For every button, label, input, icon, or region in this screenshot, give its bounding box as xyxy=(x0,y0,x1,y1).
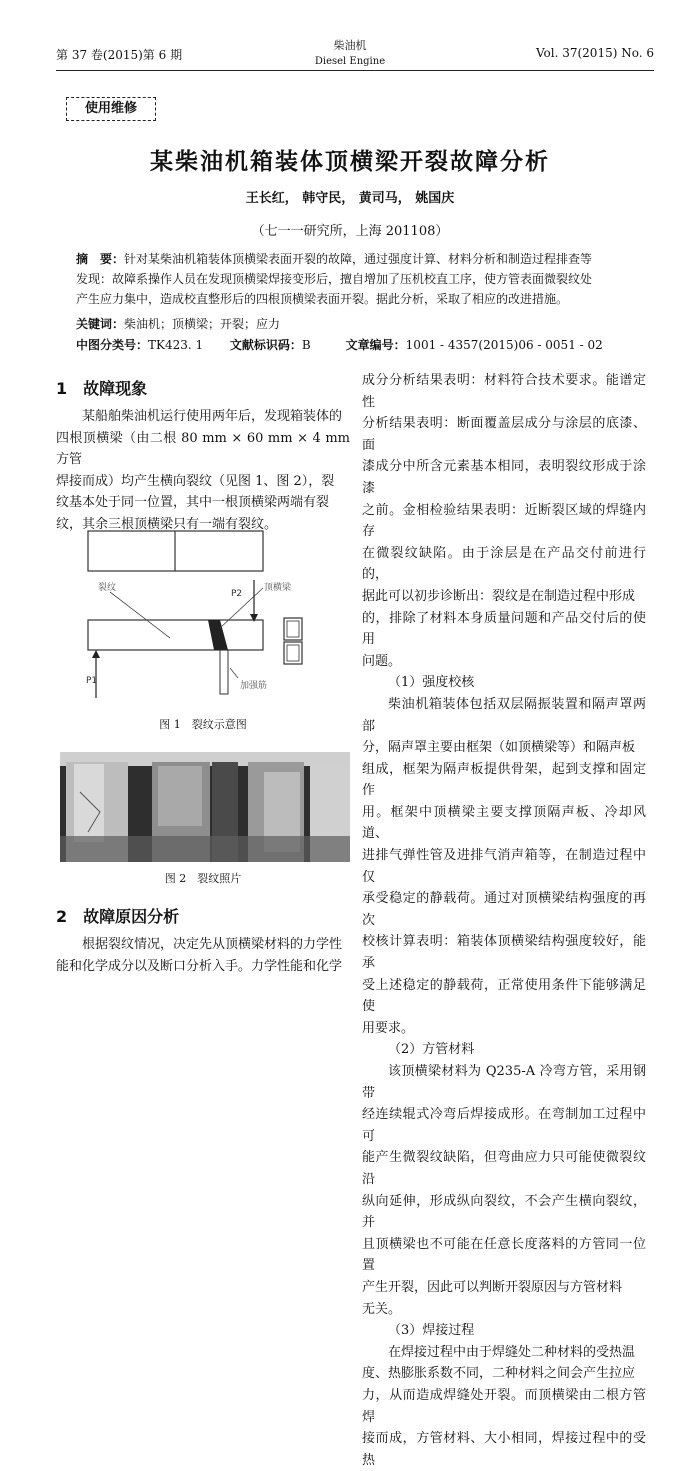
volume-issue-cn: 第 37 卷(2015)第 6 期 xyxy=(56,48,183,62)
label-p2: P2 xyxy=(231,589,243,599)
text-line: 用。框架中顶横梁主要支撑顶隔声板、冷却风道、 xyxy=(362,804,646,842)
clc-code: TK423. 1 xyxy=(148,338,204,352)
abstract xyxy=(76,249,628,309)
subheading-strength: （1）强度校核 xyxy=(388,675,475,691)
crack-photo xyxy=(60,752,350,862)
text-line: 力，从而造成焊缝处开裂。而顶横梁由二根方管焊 xyxy=(362,1387,646,1425)
label-beam: 顶横梁 xyxy=(264,583,292,593)
text-line: 柴油机箱装体包括双层隔振装置和隔声罩两部 xyxy=(362,696,646,734)
text-line: 纹基本处于同一位置，其中一根顶横梁两端有裂 xyxy=(56,495,330,511)
rib-leader-line xyxy=(230,668,238,678)
text-line: 根据裂纹情况，决定先从顶横梁材料的力学性 xyxy=(82,937,343,952)
header-rule xyxy=(56,70,654,71)
text-line: 的，排除了材料本身质量问题和产品交付后的使用 xyxy=(362,610,646,648)
text-line: 某船舶柴油机运行使用两年后，发现箱装体的 xyxy=(82,409,343,424)
text-line: 受上述稳定的静载荷，正常使用条件下能够满足使 xyxy=(362,977,646,1015)
text-line: 据此可以初步诊断出：裂纹是在制造过程中形成 xyxy=(362,588,636,604)
stiffener-rib xyxy=(220,650,228,694)
text-line: 经连续辊式冷弯后焊接成形。在弯制加工过程中可 xyxy=(362,1107,646,1144)
section-1-heading: 1 故障现象 xyxy=(56,379,148,398)
text-line: 组成，框架为隔声板提供骨架，起到支撑和固定作 xyxy=(362,761,646,799)
text-line: 能和化学成分以及断口分析入手。力学性能和化学 xyxy=(56,958,343,974)
text-line: 四根顶横梁（由二根 80 mm × 60 mm × 4 mm 方管 xyxy=(56,430,350,468)
text-line: 度、热膨胀系数不同，二种材料之间会产生拉应 xyxy=(362,1366,636,1382)
section-2-body xyxy=(56,934,350,977)
crack-photo-image xyxy=(60,752,350,862)
keywords-text: 柴油机；顶横梁；开裂；应力 xyxy=(124,317,281,331)
text-line: 能产生微裂纹缺陷，但弯曲应力只可能使微裂纹沿 xyxy=(362,1150,646,1187)
force-p2-arrowhead xyxy=(250,614,258,622)
figure-1-caption: 图 1 裂纹示意图 xyxy=(159,718,247,731)
text-line: 无关。 xyxy=(362,1301,402,1317)
clc-label: 中图分类号： xyxy=(76,338,149,352)
abstract-line: 产生应力集中，造成校直整形后的四根顶横梁表面开裂。据此分析，采取了相应的改进措施。 xyxy=(76,292,569,306)
text-line: 接而成，方管材料、大小相同，焊接过程中的受热 xyxy=(362,1431,646,1468)
section-2-heading: 2 故障原因分析 xyxy=(56,907,180,926)
top-beam xyxy=(88,620,263,650)
keywords xyxy=(76,315,280,332)
journal-name-en: Diesel Engine xyxy=(314,56,386,67)
crack-leader-line xyxy=(110,592,170,638)
running-header xyxy=(0,0,700,72)
text-line: 该顶横梁材料为 Q235-A 冷弯方管，采用钢带 xyxy=(362,1064,646,1101)
text-line: 分析结果表明：断面覆盖层成分与涂层的底漆、面 xyxy=(362,416,646,453)
volume-issue-en: Vol. 37(2015) No. 6 xyxy=(535,46,654,60)
text-line: 纹，其余三根顶横梁只有一端有裂纹。 xyxy=(56,516,278,532)
text-line: 问题。 xyxy=(362,653,402,669)
text-line: 产生开裂，因此可以判断开裂原因与方管材料 xyxy=(362,1279,623,1295)
abstract-label: 摘 要： xyxy=(76,252,125,266)
keywords-label: 关键词： xyxy=(76,317,125,331)
crack-mark xyxy=(208,620,228,650)
classification xyxy=(76,336,636,353)
doc-code: B xyxy=(301,338,311,352)
figure-2-caption: 图 2 裂纹照片 xyxy=(164,872,242,885)
tube-section-upper-inner xyxy=(287,621,299,637)
tube-section-lower-inner xyxy=(287,645,299,661)
affiliation: （七一一研究所，上海 201108） xyxy=(251,224,449,239)
text-line: 成分分析结果表明：材料符合技术要求。能谱定性 xyxy=(362,373,646,410)
text-line: 漆成分中所含元素基本相同，表明裂纹形成于涂漆 xyxy=(362,459,646,496)
subheading-material: （2）方管材料 xyxy=(388,1042,475,1058)
paper-title: 某柴油机箱装体顶横梁开裂故障分析 xyxy=(150,149,550,175)
right-column xyxy=(362,370,646,1471)
abstract-line: 针对某柴油机箱装体顶横梁表面开裂的故障，通过强度计算、材料分析和制造过程排查等 xyxy=(124,252,593,266)
doc-code-label: 文献标识码： xyxy=(229,338,302,352)
authors: 王长红， 韩守民， 黄司马， 姚国庆 xyxy=(245,191,455,206)
text-line: 纵向延伸，形成纵向裂纹，不会产生横向裂纹，并 xyxy=(362,1193,646,1231)
article-no-label: 文章编号： xyxy=(345,338,406,352)
section-1-body xyxy=(56,406,350,536)
text-line: 焊接而成）均产生横向裂纹（见图 1、图 2），裂 xyxy=(56,473,335,489)
label-crack: 裂纹 xyxy=(98,583,117,593)
subheading-welding: （3）焊接过程 xyxy=(388,1323,475,1339)
text-line: 承受稳定的静载荷。通过对顶横梁结构强度的再次 xyxy=(362,891,646,928)
text-line: 之前。金相检验结果表明：近断裂区域的焊缝内存 xyxy=(362,502,646,540)
text-line: 分，隔声罩主要由框架（如顶横梁等）和隔声板 xyxy=(362,740,636,756)
text-line: 进排气弹性管及进排气消声箱等，在制造过程中仅 xyxy=(362,848,646,885)
journal-name-cn: 柴油机 xyxy=(333,39,367,52)
journal-name xyxy=(300,38,400,70)
crack-schematic-figure xyxy=(80,528,340,708)
text-line: 用要求。 xyxy=(362,1020,415,1036)
label-p1: P1 xyxy=(86,676,98,686)
text-line: 且顶横梁也不可能在任意长度落料的方管同一位置 xyxy=(362,1236,646,1274)
text-line: 在微裂纹缺陷。由于涂层是在产品交付前进行的， xyxy=(362,545,646,583)
abstract-line: 发现：故障系操作人员在发现顶横梁焊接变形后，擅自增加了压机校直工序，使方管表面微裂纹处 xyxy=(76,272,593,286)
column-tag: 使用维修 xyxy=(66,97,156,121)
label-rib: 加强筋 xyxy=(240,681,268,691)
text-line: 在焊接过程中由于焊缝处二种材料的受热温 xyxy=(388,1344,636,1360)
force-p1-arrowhead xyxy=(92,650,100,658)
article-no: 1001 - 4357(2015)06 - 0051 - 02 xyxy=(405,338,603,352)
text-line: 校核计算表明：箱装体顶横梁结构强度较好，能承 xyxy=(362,934,646,972)
